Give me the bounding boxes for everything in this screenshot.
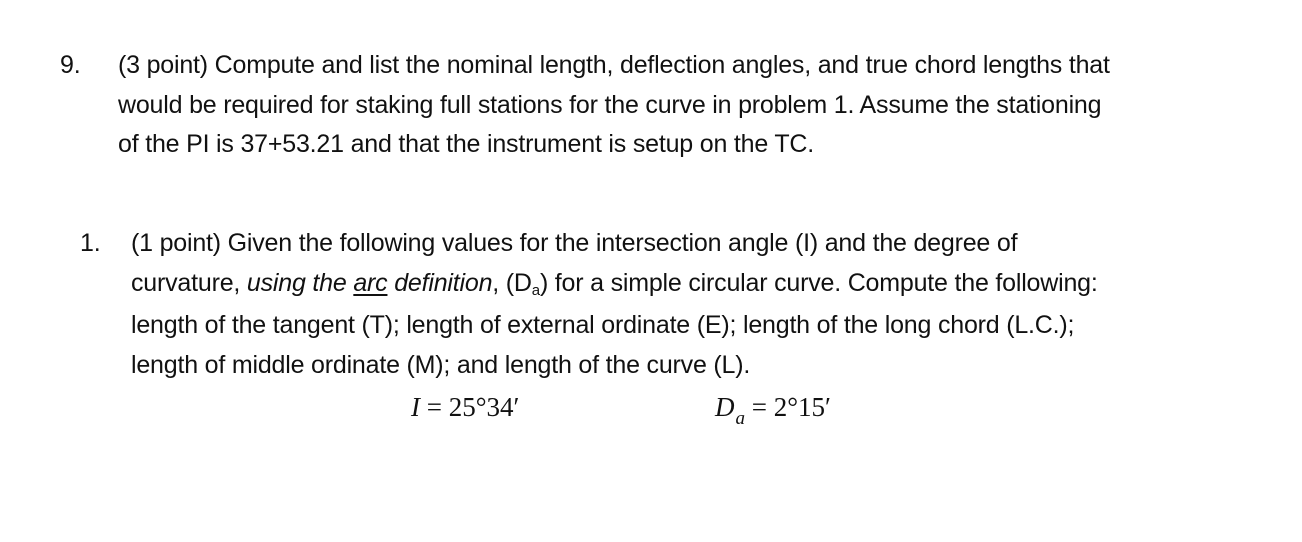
question-number: 1. [80,229,101,257]
question-line: (3 point) Compute and list the nominal length, deflection angles, and true chord lengths that [118,51,1110,79]
text-segment: , (D [492,268,532,297]
question-line [131,264,1290,307]
subscript: a [531,281,540,299]
italic-text: definition [387,268,493,297]
math-variable: D [715,392,735,422]
math-value: = 2°15′ [745,392,831,422]
intersection-angle-equation [411,387,519,427]
degree-of-curvature-equation [715,387,831,431]
question-text [118,46,1280,165]
question-line: would be required for staking full stations for the curve in problem 1. Assume the stationing [118,90,1102,119]
text-segment: curvature, [131,268,247,297]
question-line: length of middle ordinate (M); and length of the curve (L). [131,350,751,379]
question-line: length of the tangent (T); length of external ordinate (E); length of the long chord (L.C.); [131,311,1075,339]
math-value: = 25°34′ [420,392,520,422]
question-line: of the PI is 37+53.21 and that the instrument is setup on the TC. [118,130,815,158]
question-number: 9. [60,51,81,79]
question-1 [80,224,1290,385]
italic-text: using the [246,268,354,297]
question-text [131,224,1290,385]
question-line: (1 point) Given the following values for the intersection angle (I) and the degree of [131,229,1018,257]
underlined-italic-text: arc [353,268,388,297]
math-variable: I [411,392,420,422]
question-9 [60,46,1280,165]
text-segment: ) for a simple circular curve. Compute the following: [539,268,1098,297]
math-subscript: a [735,408,745,429]
